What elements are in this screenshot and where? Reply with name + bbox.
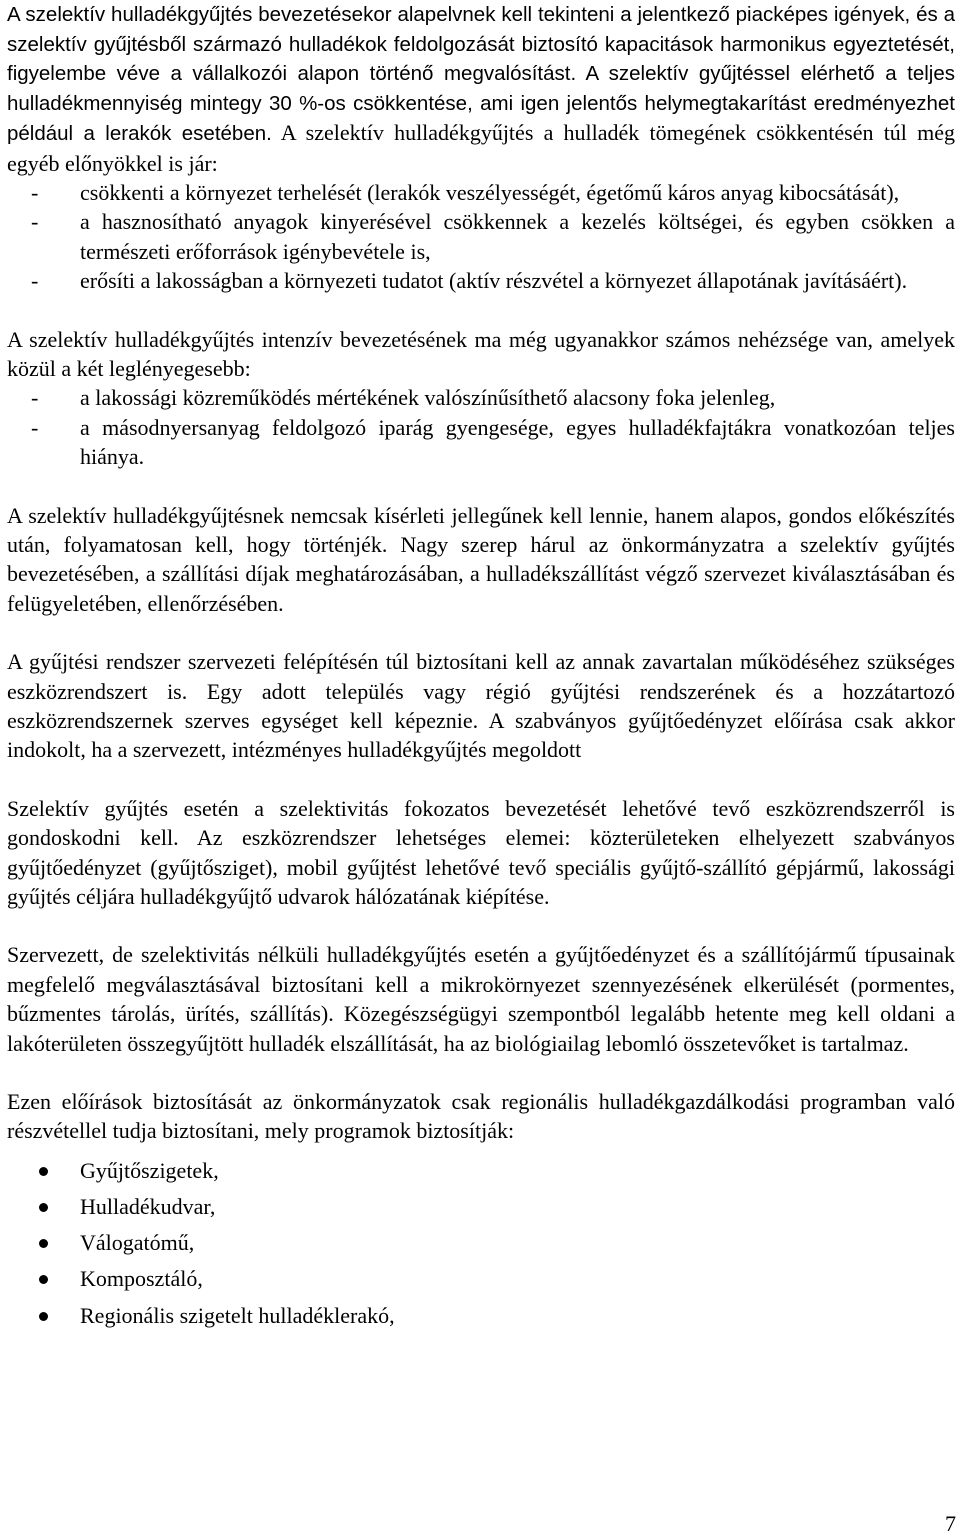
document-page bbox=[7, 0, 955, 1334]
dash-marker: - bbox=[31, 414, 39, 440]
page-number: 7 bbox=[945, 1511, 956, 1536]
paragraph: A gyűjtési rendszer szervezeti felépítésén túl biztosítani kell az annak zavartalan működéséhez szükséges eszközrendszert is. Egy adott település vagy régió gyűjtési rendszerének és a hozzátartozó eszközrendszernek szerves egységet kell képeznie. A szabványos gyűjtőedényzet előírása csak akkor indokolt, ha a szervezett, intézményes hulladékgyűjtés megoldott bbox=[7, 649, 955, 763]
list-item bbox=[7, 207, 955, 266]
list-item bbox=[7, 178, 955, 207]
benefits-list bbox=[7, 178, 955, 296]
bullet-item bbox=[7, 1225, 955, 1261]
paragraph: A szelektív hulladékgyűjtésnek nemcsak kísérleti jellegűnek kell lennie, hanem alapos, gondos előkészítés után, folyamatosan kell, hogy történjék. Nagy szerep hárul az önkormányzatra a szelektív gyűjtés bevezetésében, a szállítási díjak meghatározásában, a hulladékszállítást végző szervezet kiválasztásában és felügyeletében, ellenőrzésében. bbox=[7, 502, 955, 616]
bullet-item bbox=[7, 1189, 955, 1225]
bullet-item-text: Válogatómű, bbox=[80, 1230, 195, 1256]
bullet-item-text: Regionális szigetelt hulladéklerakó, bbox=[80, 1302, 395, 1328]
bullet-item-text: Gyűjtőszigetek, bbox=[80, 1157, 219, 1183]
difficulties-list bbox=[7, 383, 955, 471]
dash-marker: - bbox=[31, 385, 39, 411]
paragraph: Szervezett, de szelektivitás nélküli hulladékgyűjtés esetén a gyűjtőedényzet és a szállítójármű típusainak megfelelő megválasztásával biztosítani kell a mikrokörnyezet szennyezésének elkerülését (pormentes, bűzmentes tárolás, ürítés, szállítás). Közegészségügyi szempontból legalább hetente meg kell oldani a lakóterületen összegyűjtött hulladék elszállítását, ha az biológiailag lebomló összetevőket is tartalmaz. bbox=[7, 942, 955, 1056]
list-item-text: a lakossági közreműködés mértékének valószínűsíthető alacsony foka jelenleg, bbox=[80, 385, 776, 411]
list-item bbox=[7, 413, 955, 472]
bullet-icon bbox=[39, 1167, 48, 1176]
list-item bbox=[7, 383, 955, 412]
intro-sans-text: A szelektív hulladékgyűjtés bevezetésekor alapelvnek kell tekinteni a jelentkező piacképes igények, és a szelektív gyűjtésből származó hulladékok feldolgozását biztosító kapacitások harmonikus egyeztetését, figyelembe véve a vállalkozói alapon történő megvalósítást. A szelektív gyűjtéssel elérhető a teljes hulladékmennyiség mintegy 30 %-os csökkentése, ami igen jelentős helymegtakarítást eredményezhet például a lerakók esetében. bbox=[7, 3, 955, 145]
dash-marker: - bbox=[31, 179, 39, 205]
bullet-icon bbox=[39, 1275, 48, 1284]
list-item-text: a másodnyersanyag feldolgozó iparág gyengesége, egyes hulladékfajtákra vonatkozóan teljes hiánya. bbox=[80, 414, 955, 470]
bullet-item bbox=[7, 1261, 955, 1297]
bullet-item bbox=[7, 1153, 955, 1189]
dash-marker: - bbox=[31, 268, 39, 294]
bullet-icon bbox=[39, 1239, 48, 1248]
difficulties-paragraph: A szelektív hulladékgyűjtés intenzív bevezetésének ma még ugyanakkor számos nehézsége van, amelyek közül a két leglényegesebb: bbox=[7, 326, 955, 381]
intro-paragraph bbox=[7, 0, 955, 178]
bullet-item-text: Hulladékudvar, bbox=[80, 1194, 216, 1220]
list-item bbox=[7, 266, 955, 295]
programs-bullet-list bbox=[7, 1153, 955, 1334]
intro-serif-text: A szelektív hulladékgyűjtés a hulladék tömegének csökkentésén túl még egyéb előnyökkel is jár: bbox=[7, 120, 955, 176]
paragraph: Szelektív gyűjtés esetén a szelektivitás fokozatos bevezetését lehetővé tevő eszközrendszerről is gondoskodni kell. Az eszközrendszer lehetséges elemei: közterületeken elhelyezett szabványos gyűjtőedényzet (gyűjtősziget), mobil gyűjtést lehetővé tevő speciális gyűjtő-szállító gépjármű, lakossági gyűjtés céljára hulladékgyűjtő udvarok hálózatának kiépítése. bbox=[7, 795, 955, 910]
list-item-text: erősíti a lakosságban a környezeti tudatot (aktív részvétel a környezet állapotának javításáért). bbox=[80, 268, 908, 294]
bullet-icon bbox=[39, 1312, 48, 1321]
bullet-item-text: Komposztáló, bbox=[80, 1266, 203, 1292]
programs-paragraph: Ezen előírások biztosítását az önkormányzatok csak regionális hulladékgazdálkodási programban való részvétellel tudja biztosítani, mely programok biztosítják: bbox=[7, 1089, 955, 1144]
list-item-text: a hasznosítható anyagok kinyerésével csökkennek a kezelés költségei, és egyben csökken a természeti erőforrások igénybevétele is, bbox=[80, 209, 955, 264]
bullet-icon bbox=[39, 1203, 48, 1212]
dash-marker: - bbox=[31, 209, 39, 235]
bullet-item bbox=[7, 1298, 955, 1334]
list-item-text: csökkenti a környezet terhelését (lerakók veszélyességét, égetőmű káros anyag kibocsátását), bbox=[80, 179, 900, 205]
